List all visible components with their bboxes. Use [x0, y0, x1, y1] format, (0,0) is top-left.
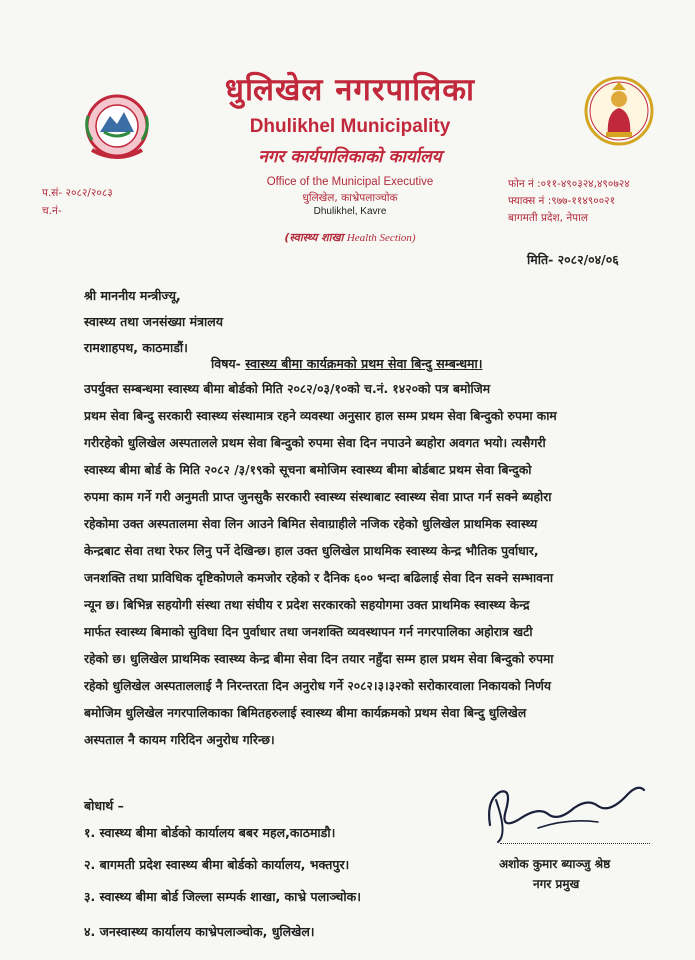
signatory-title: नगर प्रमुख	[533, 877, 580, 891]
office-title-english: Office of the Municipal Executive	[266, 176, 434, 188]
body-line: रहेको धुलिखेल अस्पताललाई नै निरन्तरता दिन अनुरोध गर्ने २०८२।३।३२को सरोकारवाला निकायको निर्णय	[84, 679, 552, 693]
section-label	[200, 230, 500, 245]
office-address-english: Dhulikhel, Kavre	[313, 206, 387, 217]
province-label: बागमती प्रदेश, नेपाल	[508, 212, 588, 224]
dispatch-number: च.नं-	[42, 205, 62, 217]
body-line: रुपमा काम गर्ने गरी अनुमती प्राप्त जुनसुकै सरकारी स्वास्थ्य संस्थाबाट स्वास्थ्य सेवा प्राप्त गर्न सक्ने ब्यहोरा	[84, 490, 552, 504]
contact-block	[508, 176, 630, 227]
phone-number: फोन नं :०११-४९०३२४,४९०७२४	[508, 178, 630, 190]
municipality-title-nepali: धुलिखेल नगरपालिका	[224, 72, 476, 108]
office-address-nepali: धुलिखेल, काभ्रेपलाञ्चोक	[302, 192, 398, 204]
municipality-title-english: Dhulikhel Municipality	[249, 116, 451, 137]
letter-date: मिति- २०८२/०४/०६	[527, 252, 619, 267]
body-line: न्यून छ। बिभिन्न सहयोगी संस्था तथा संघीय र प्रदेश सरकारको सहयोगमा उक्त प्राथमिक स्वास्थ्य केन्द्र	[84, 598, 530, 612]
signature-line	[500, 843, 650, 844]
body-line: रहेको छ। धुलिखेल प्राथमिक स्वास्थ्य केन्द्र बीमा सेवा दिन तयार नहुँदा सम्म हाल प्रथम सेवा बिन्दुको रुपमा	[84, 652, 554, 666]
body-line: जनशक्ति तथा प्राविधिक दृष्टिकोणले कमजोर रहेको र दैनिक ६०० भन्दा बढिलाई सेवा दिन सक्ने सम्भावना	[84, 571, 554, 585]
body-line: स्वास्थ्य बीमा बोर्ड के मिति २०८२ /३/१९को सूचना बमोजिम स्वास्थ्य बीमा बोर्डबाट प्रथम सेवा बिन्दुको	[84, 463, 532, 477]
recipient-line-1: श्री माननीय मन्त्रीज्यू,	[84, 288, 181, 303]
municipality-emblem-icon	[82, 88, 152, 166]
cc-item: ४. जनस्वास्थ्य कार्यालय काभ्रेपलाञ्चोक, धुलिखेल।	[84, 924, 315, 939]
subject-text: स्वास्थ्य बीमा कार्यक्रमको प्रथम सेवा बिन्दु सम्बन्धमा।	[245, 356, 483, 371]
cc-item: ३. स्वास्थ्य बीमा बोर्ड जिल्ला सम्पर्क शाखा, काभ्रे पलाञ्चोक।	[84, 889, 361, 904]
body-line: गरीरहेको धुलिखेल अस्पतालले प्रथम सेवा बिन्दुको रुपमा सेवा दिन नपाउने ब्यहोरा अवगत भयो। त्यसैगरी	[84, 436, 546, 450]
cc-item: २. बागमती प्रदेश स्वास्थ्य बीमा बोर्डको कार्यालय, भक्तपुर।	[84, 857, 350, 872]
cc-title: बोधार्थ –	[84, 798, 124, 813]
section-label-english: Health Section)	[346, 232, 416, 244]
body-line: बमोजिम धुलिखेल नगरपालिकाका बिमितहरुलाई स्वास्थ्य बीमा कार्यक्रमको प्रथम सेवा बिन्दु धुलिखेल	[84, 706, 527, 720]
signatory-name: अशोक कुमार ब्याञ्जु श्रेष्ठ	[499, 857, 611, 871]
reference-block	[42, 184, 113, 220]
section-label-nepali: (स्वास्थ्य शाखा	[284, 231, 344, 244]
subject-line	[211, 355, 482, 372]
subject-prefix: विषय-	[211, 356, 246, 371]
body-line: अस्पताल नै कायम गरिदिन अनुरोध गरिन्छ।	[84, 733, 275, 747]
body-line: उपर्युक्त सम्बन्धमा स्वास्थ्य बीमा बोर्डको मिति २०८२/०३/१०को च.नं. १४२०को पत्र बमोजिम	[84, 382, 491, 396]
reference-number: प.सं- २०८२/२०८३	[42, 187, 113, 199]
body-line: मार्फत स्वास्थ्य बिमाको सुविधा दिन पुर्वाधार तथा जनशक्ति व्यवस्थापन गर्न नगरपालिका अहोरात्र खटी	[84, 625, 533, 639]
recipient-line-3: रामशाहपथ, काठमाडौं।	[84, 340, 188, 355]
deity-emblem-icon	[582, 74, 656, 148]
body-line: केन्द्रबाट सेवा तथा रेफर लिनु पर्ने देखिन्छ। हाल उक्त धुलिखेल प्राथमिक स्वास्थ्य केन्द्र भौतिक पुर्वाधार,	[84, 544, 539, 558]
signature-icon	[478, 770, 648, 850]
fax-number: फ्याक्स नं :९७७-११४९००२१	[508, 195, 616, 207]
body-line: प्रथम सेवा बिन्दु सरकारी स्वास्थ्य संस्थामात्र रहने व्यवस्था अनुसार हाल सम्म प्रथम सेवा बिन्दुको रुपमा काम	[84, 409, 557, 423]
cc-item: १. स्वास्थ्य बीमा बोर्डको कार्यालय बबर महल,काठमाडौ।	[84, 825, 336, 840]
office-title-nepali: नगर कार्यपालिकाको कार्यालय	[258, 147, 442, 167]
recipient-line-2: स्वास्थ्य तथा जनसंख्या मंत्रालय	[84, 314, 223, 329]
body-line: रहेकोमा उक्त अस्पतालमा सेवा लिन आउने बिमित सेवाग्राहीले नजिक रहेको धुलिखेल प्राथमिक स्वास्थ्य	[84, 517, 538, 531]
